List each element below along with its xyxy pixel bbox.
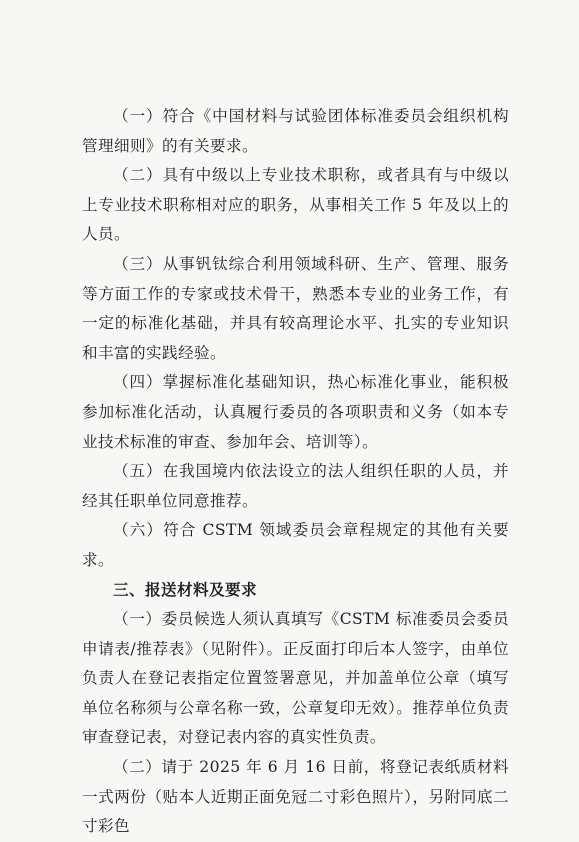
requirement-6: （六）符合 CSTM 领域委员会章程规定的其他有关要求。 <box>82 521 509 569</box>
requirement-3: （三）从事钒钛综合利用领域科研、生产、管理、服务等方面工作的专家或技术骨干，熟悉本专业的业务工作，有一定的标准化基础，并具有较高理论水平、扎实的专业知识和丰富的实践经验。 <box>82 254 509 362</box>
materials-item-2: （二）请于 2025 年 6 月 16 日前，将登记表纸质材料一式两份（贴本人近期正面免冠二寸彩色照片），另附同底二寸彩色 <box>82 758 509 836</box>
requirement-1: （一）符合《中国材料与试验团体标准委员会组织机构管理细则》的有关要求。 <box>82 107 509 155</box>
requirement-4: （四）掌握标准化基础知识，热心标准化事业，能积极参加标准化活动，认真履行委员的各项职责和义务（如本专业技术标准的审查、参加年会、培训等）。 <box>82 373 509 451</box>
materials-item-1: （一）委员候选人须认真填写《CSTM 标准委员会委员申请表/推荐表》（见附件）。正反面打印后本人签字，由单位负责人在登记表指定位置签署意见，并加盖单位公章（填写单位名称须与公章名称一致，公章复印无效）。推荐单位负责审查登记表，对登记表内容的真实性负责。 <box>82 610 509 747</box>
section-heading-materials: 三、报送材料及要求 <box>113 580 257 599</box>
requirement-2: （二）具有中级以上专业技术职称，或者具有与中级以上专业技术职称相对应的职务，从事相关工作 5 年及以上的人员。 <box>82 166 509 244</box>
requirement-5: （五）在我国境内依法设立的法人组织任职的人员，并经其任职单位同意推荐。 <box>82 462 509 510</box>
